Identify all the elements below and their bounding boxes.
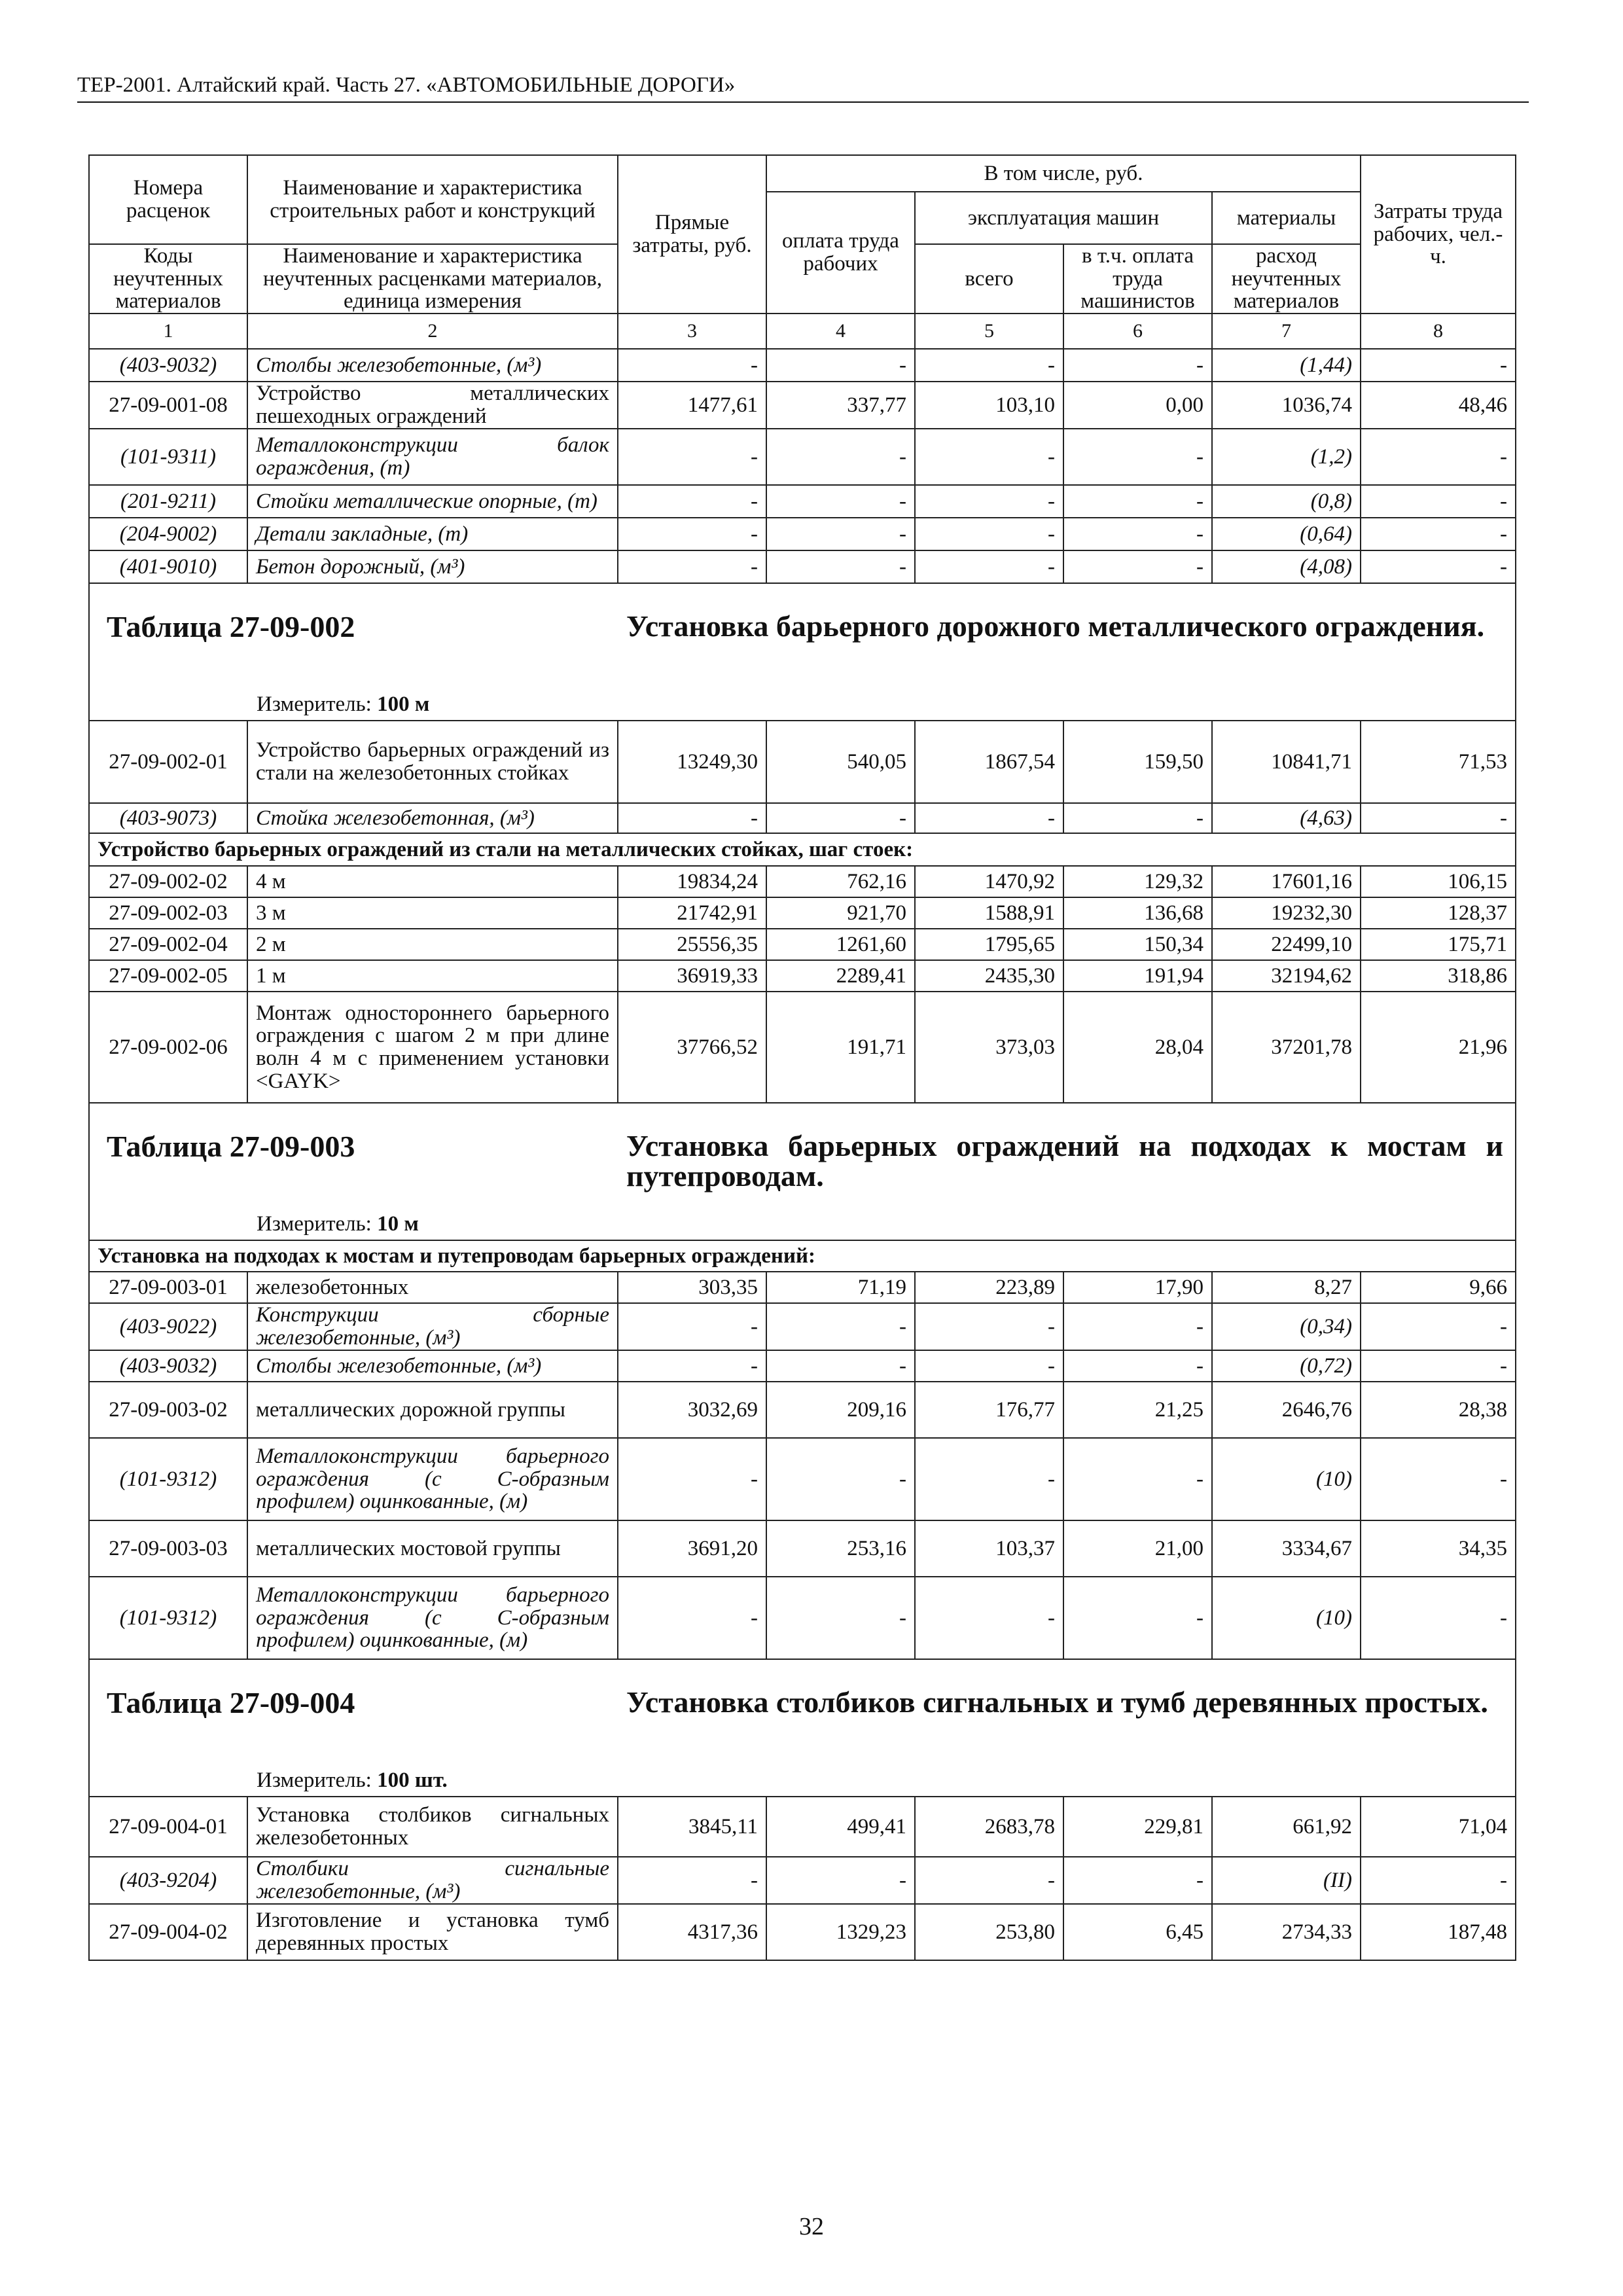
value-cell: 71,04: [1361, 1797, 1516, 1857]
material-code: (201-9211): [89, 485, 247, 518]
value-cell: 3691,20: [618, 1520, 766, 1577]
material-row: [89, 429, 1516, 485]
material-code: (403-9032): [89, 349, 247, 382]
value-cell: (1,44): [1212, 349, 1361, 382]
material-name: Металлоконструкции барьерного ограждения (с С-образным профилем) оцинкованные, (м): [247, 1438, 618, 1520]
value-cell: -: [1063, 1350, 1212, 1382]
value-cell: (4,08): [1212, 550, 1361, 583]
work-name: Монтаж одностороннего барьерного ограждения с шагом 2 м при длине волн 4 м с применением установки <GAYK>: [247, 992, 618, 1103]
value-cell: 28,04: [1063, 992, 1212, 1103]
rate-row: [89, 960, 1516, 992]
rate-code: 27-09-002-06: [89, 992, 247, 1103]
value-cell: 34,35: [1361, 1520, 1516, 1577]
work-name: металлических мостовой группы: [247, 1520, 618, 1577]
value-cell: 303,35: [618, 1272, 766, 1303]
rate-code: 27-09-002-05: [89, 960, 247, 992]
work-name: 1 м: [247, 960, 618, 992]
material-row: [89, 1350, 1516, 1382]
value-cell: -: [1063, 1577, 1212, 1659]
value-cell: (0,72): [1212, 1350, 1361, 1382]
rate-row: [89, 897, 1516, 929]
work-name: 2 м: [247, 929, 618, 960]
value-cell: -: [1361, 1303, 1516, 1350]
value-cell: 71,53: [1361, 721, 1516, 803]
value-cell: (II): [1212, 1857, 1361, 1904]
value-cell: -: [1361, 1857, 1516, 1904]
rate-code: 27-09-004-01: [89, 1797, 247, 1857]
material-name: Бетон дорожный, (м³): [247, 550, 618, 583]
value-cell: 48,46: [1361, 382, 1516, 429]
value-cell: 8,27: [1212, 1272, 1361, 1303]
work-name: металлических дорожной группы: [247, 1382, 618, 1438]
value-cell: -: [618, 1350, 766, 1382]
value-cell: 128,37: [1361, 897, 1516, 929]
head-codes: Номера расценок: [89, 155, 247, 244]
value-cell: -: [915, 1350, 1063, 1382]
material-code: (403-9032): [89, 1350, 247, 1382]
value-cell: 1477,61: [618, 382, 766, 429]
value-cell: -: [618, 518, 766, 550]
value-cell: -: [1361, 518, 1516, 550]
value-cell: -: [915, 349, 1063, 382]
value-cell: -: [1361, 349, 1516, 382]
value-cell: 762,16: [766, 866, 915, 897]
value-cell: -: [1063, 1438, 1212, 1520]
material-code: (101-9312): [89, 1438, 247, 1520]
col-number: 6: [1063, 314, 1212, 349]
value-cell: 19834,24: [618, 866, 766, 897]
value-cell: -: [1063, 1303, 1212, 1350]
value-cell: 2289,41: [766, 960, 915, 992]
value-cell: 1867,54: [915, 721, 1063, 803]
material-code: (101-9312): [89, 1577, 247, 1659]
value-cell: -: [766, 349, 915, 382]
rate-row: [89, 1520, 1516, 1577]
col-number: 3: [618, 314, 766, 349]
value-cell: (10): [1212, 1577, 1361, 1659]
value-cell: -: [1063, 485, 1212, 518]
head-mat-codes: Коды неучтенных материалов: [89, 244, 247, 314]
head-mat-unacc: расход неучтенных материалов: [1212, 244, 1361, 314]
value-cell: 318,86: [1361, 960, 1516, 992]
value-cell: 2435,30: [915, 960, 1063, 992]
head-mat-names: Наименование и характеристика неучтенных расценками материалов, единица измерения: [247, 244, 618, 314]
rate-row: [89, 866, 1516, 897]
value-cell: -: [766, 518, 915, 550]
material-row: [89, 485, 1516, 518]
value-cell: 13249,30: [618, 721, 766, 803]
value-cell: -: [1361, 429, 1516, 485]
subsection-title: Установка на подходах к мостам и путепроводам барьерных ограждений:: [89, 1240, 1516, 1272]
value-cell: -: [1063, 429, 1212, 485]
table-band: [89, 583, 1516, 721]
measure-value: 100 м: [377, 692, 430, 717]
rate-row: [89, 1272, 1516, 1303]
value-cell: 17,90: [1063, 1272, 1212, 1303]
work-name: 3 м: [247, 897, 618, 929]
value-cell: 253,16: [766, 1520, 915, 1577]
head-machines: эксплуатация машин: [915, 192, 1212, 244]
value-cell: -: [766, 429, 915, 485]
value-cell: 2734,33: [1212, 1904, 1361, 1960]
material-row: [89, 803, 1516, 833]
rate-code: 27-09-002-01: [89, 721, 247, 803]
table-27-09-003-header: [89, 1103, 1516, 1240]
value-cell: -: [766, 1577, 915, 1659]
value-cell: -: [618, 1857, 766, 1904]
material-row: [89, 1303, 1516, 1350]
value-cell: -: [915, 1577, 1063, 1659]
rate-code: 27-09-004-02: [89, 1904, 247, 1960]
table-description: Установка барьерного дорожного металлического ограждения.: [626, 609, 1485, 643]
work-name: Установка столбиков сигнальных железобетонных: [247, 1797, 618, 1857]
head-materials: материалы: [1212, 192, 1361, 244]
value-cell: -: [1361, 1438, 1516, 1520]
table-27-09-004-header: [89, 1659, 1516, 1797]
rate-row: [89, 382, 1516, 429]
value-cell: (1,2): [1212, 429, 1361, 485]
value-cell: -: [766, 1303, 915, 1350]
value-cell: -: [618, 550, 766, 583]
value-cell: -: [915, 1857, 1063, 1904]
value-cell: 159,50: [1063, 721, 1212, 803]
value-cell: -: [1063, 349, 1212, 382]
value-cell: 337,77: [766, 382, 915, 429]
rate-row: [89, 992, 1516, 1103]
rate-row: [89, 721, 1516, 803]
page-header: ТЕР-2001. Алтайский край. Часть 27. «АВТОМОБИЛЬНЫЕ ДОРОГИ»: [77, 73, 1529, 103]
value-cell: -: [1361, 1350, 1516, 1382]
measure-label: Измеритель:: [257, 692, 372, 717]
value-cell: 2646,76: [1212, 1382, 1361, 1438]
work-name: Устройство металлических пешеходных ограждений: [247, 382, 618, 429]
measure-label: Измеритель:: [257, 1768, 372, 1793]
subsection-row: [89, 833, 1516, 866]
value-cell: -: [618, 429, 766, 485]
col-number: 8: [1361, 314, 1516, 349]
value-cell: 1795,65: [915, 929, 1063, 960]
table-band: [89, 1659, 1516, 1797]
value-cell: 1470,92: [915, 866, 1063, 897]
value-cell: -: [915, 518, 1063, 550]
value-cell: 1261,60: [766, 929, 915, 960]
table-27-09-002-header: [89, 583, 1516, 721]
value-cell: 21,00: [1063, 1520, 1212, 1577]
subsection-title: Устройство барьерных ограждений из стали на металлических стойках, шаг стоек:: [89, 833, 1516, 866]
value-cell: (4,63): [1212, 803, 1361, 833]
measure-unit: [257, 1769, 448, 1792]
value-cell: 103,10: [915, 382, 1063, 429]
value-cell: -: [618, 1577, 766, 1659]
work-name: железобетонных: [247, 1272, 618, 1303]
subsection-row: [89, 1240, 1516, 1272]
value-cell: -: [1361, 485, 1516, 518]
rate-row: [89, 1382, 1516, 1438]
value-cell: 540,05: [766, 721, 915, 803]
measure-value: 100 шт.: [377, 1768, 448, 1793]
rate-code: 27-09-003-02: [89, 1382, 247, 1438]
value-cell: 223,89: [915, 1272, 1063, 1303]
material-row: [89, 1438, 1516, 1520]
value-cell: -: [766, 1350, 915, 1382]
table-band: [89, 1103, 1516, 1240]
material-name: Столбы железобетонные, (м³): [247, 1350, 618, 1382]
rate-row: [89, 1904, 1516, 1960]
value-cell: 37201,78: [1212, 992, 1361, 1103]
value-cell: 10841,71: [1212, 721, 1361, 803]
table-title: Таблица 27-09-004: [107, 1685, 355, 1719]
value-cell: 1036,74: [1212, 382, 1361, 429]
value-cell: -: [1063, 518, 1212, 550]
material-code: (401-9010): [89, 550, 247, 583]
material-row: [89, 518, 1516, 550]
material-code: (204-9002): [89, 518, 247, 550]
rate-code: 27-09-002-04: [89, 929, 247, 960]
value-cell: 1329,23: [766, 1904, 915, 1960]
value-cell: 187,48: [1361, 1904, 1516, 1960]
value-cell: (0,34): [1212, 1303, 1361, 1350]
material-name: Стойка железобетонная, (м³): [247, 803, 618, 833]
material-code: (403-9022): [89, 1303, 247, 1350]
material-name: Детали закладные, (т): [247, 518, 618, 550]
value-cell: -: [915, 1438, 1063, 1520]
head-direct: Прямые затраты, руб.: [618, 155, 766, 314]
rate-code: 27-09-003-01: [89, 1272, 247, 1303]
value-cell: -: [1361, 803, 1516, 833]
measure-label: Измеритель:: [257, 1212, 372, 1236]
value-cell: 3845,11: [618, 1797, 766, 1857]
rate-code: 27-09-003-03: [89, 1520, 247, 1577]
page-number: 32: [799, 2213, 824, 2240]
head-labor: оплата труда рабочих: [766, 192, 915, 314]
rate-code: 27-09-002-02: [89, 866, 247, 897]
material-name: Конструкции сборные железобетонные, (м³): [247, 1303, 618, 1350]
value-cell: -: [766, 485, 915, 518]
value-cell: 175,71: [1361, 929, 1516, 960]
value-cell: 71,19: [766, 1272, 915, 1303]
material-name: Столбы железобетонные, (м³): [247, 349, 618, 382]
value-cell: -: [766, 550, 915, 583]
value-cell: 36919,33: [618, 960, 766, 992]
value-cell: 499,41: [766, 1797, 915, 1857]
measure-unit: [257, 693, 429, 716]
value-cell: (0,8): [1212, 485, 1361, 518]
material-name: Стойки металлические опорные, (т): [247, 485, 618, 518]
value-cell: 32194,62: [1212, 960, 1361, 992]
work-name: 4 м: [247, 866, 618, 897]
value-cell: -: [1063, 803, 1212, 833]
value-cell: 2683,78: [915, 1797, 1063, 1857]
material-row: [89, 1577, 1516, 1659]
value-cell: -: [618, 1303, 766, 1350]
head-name: Наименование и характеристика строительных работ и конструкций: [247, 155, 618, 244]
value-cell: 253,80: [915, 1904, 1063, 1960]
work-name: Изготовление и установка тумб деревянных простых: [247, 1904, 618, 1960]
measure-unit: [257, 1213, 419, 1236]
value-cell: 129,32: [1063, 866, 1212, 897]
value-cell: -: [915, 803, 1063, 833]
col-number: 2: [247, 314, 618, 349]
value-cell: 373,03: [915, 992, 1063, 1103]
table-title: Таблица 27-09-002: [107, 609, 355, 643]
value-cell: -: [915, 1303, 1063, 1350]
value-cell: -: [915, 485, 1063, 518]
col-number: 5: [915, 314, 1063, 349]
material-row: [89, 550, 1516, 583]
value-cell: -: [618, 485, 766, 518]
rate-code: 27-09-002-03: [89, 897, 247, 929]
value-cell: 921,70: [766, 897, 915, 929]
head-incl: В том числе, руб.: [766, 155, 1361, 192]
value-cell: (10): [1212, 1438, 1361, 1520]
rate-row: [89, 929, 1516, 960]
value-cell: 3032,69: [618, 1382, 766, 1438]
value-cell: 150,34: [1063, 929, 1212, 960]
col-number: 7: [1212, 314, 1361, 349]
table-title: Таблица 27-09-003: [107, 1129, 355, 1163]
head-labor-cost: Затраты труда рабочих, чел.-ч.: [1361, 155, 1516, 314]
value-cell: 176,77: [915, 1382, 1063, 1438]
value-cell: -: [1063, 1857, 1212, 1904]
material-name: Металлоконструкции балок ограждения, (т): [247, 429, 618, 485]
material-name: Столбики сигнальные железобетонные, (м³): [247, 1857, 618, 1904]
head-total: всего: [915, 244, 1063, 314]
value-cell: 17601,16: [1212, 866, 1361, 897]
value-cell: 9,66: [1361, 1272, 1516, 1303]
value-cell: -: [915, 550, 1063, 583]
value-cell: 21,96: [1361, 992, 1516, 1103]
value-cell: 136,68: [1063, 897, 1212, 929]
value-cell: -: [1063, 550, 1212, 583]
material-row: [89, 349, 1516, 382]
value-cell: 6,45: [1063, 1904, 1212, 1960]
value-cell: (0,64): [1212, 518, 1361, 550]
value-cell: 22499,10: [1212, 929, 1361, 960]
measure-value: 10 м: [377, 1212, 419, 1236]
material-code: (403-9204): [89, 1857, 247, 1904]
table-description: Установка столбиков сигнальных и тумб деревянных простых.: [626, 1685, 1488, 1719]
value-cell: 661,92: [1212, 1797, 1361, 1857]
value-cell: 209,16: [766, 1382, 915, 1438]
value-cell: 3334,67: [1212, 1520, 1361, 1577]
value-cell: 37766,52: [618, 992, 766, 1103]
value-cell: -: [1361, 1577, 1516, 1659]
rate-row: [89, 1797, 1516, 1857]
value-cell: 25556,35: [618, 929, 766, 960]
price-table: [88, 154, 1516, 1961]
value-cell: 106,15: [1361, 866, 1516, 897]
material-name: Металлоконструкции барьерного ограждения (с С-образным профилем) оцинкованные, (м): [247, 1577, 618, 1659]
value-cell: -: [766, 1438, 915, 1520]
value-cell: 0,00: [1063, 382, 1212, 429]
value-cell: -: [766, 1857, 915, 1904]
material-code: (101-9311): [89, 429, 247, 485]
material-row: [89, 1857, 1516, 1904]
head-incl-mach: в т.ч. оплата труда машинистов: [1063, 244, 1212, 314]
rate-code: 27-09-001-08: [89, 382, 247, 429]
value-cell: 21,25: [1063, 1382, 1212, 1438]
value-cell: 19232,30: [1212, 897, 1361, 929]
col-number: 1: [89, 314, 247, 349]
work-name: Устройство барьерных ограждений из стали на железобетонных стойках: [247, 721, 618, 803]
material-code: (403-9073): [89, 803, 247, 833]
value-cell: 229,81: [1063, 1797, 1212, 1857]
value-cell: 4317,36: [618, 1904, 766, 1960]
value-cell: 103,37: [915, 1520, 1063, 1577]
value-cell: 28,38: [1361, 1382, 1516, 1438]
value-cell: -: [618, 803, 766, 833]
col-number: 4: [766, 314, 915, 349]
value-cell: -: [618, 349, 766, 382]
value-cell: 1588,91: [915, 897, 1063, 929]
table-description: Установка барьерных ограждений на подходах к мостам и путепроводам.: [626, 1128, 1503, 1193]
value-cell: 191,94: [1063, 960, 1212, 992]
value-cell: -: [1361, 550, 1516, 583]
value-cell: 21742,91: [618, 897, 766, 929]
value-cell: -: [618, 1438, 766, 1520]
value-cell: -: [915, 429, 1063, 485]
value-cell: 191,71: [766, 992, 915, 1103]
value-cell: -: [766, 803, 915, 833]
